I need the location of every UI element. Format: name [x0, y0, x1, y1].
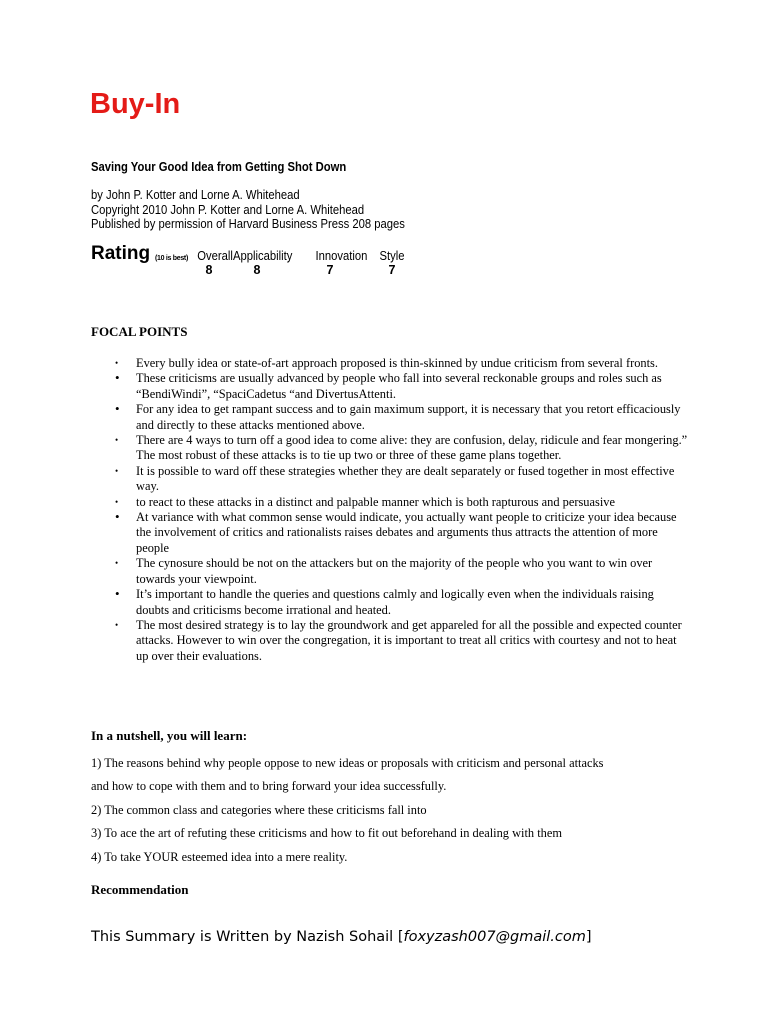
recommendation-heading: Recommendation — [91, 882, 189, 897]
list-item — [90, 433, 690, 464]
nutshell-line: 1) The reasons behind why people oppose to new ideas or proposals with criticism and personal attacks — [91, 756, 604, 770]
focal-points-heading: FOCAL POINTS — [91, 324, 188, 339]
nutshell-heading: In a nutshell, you will learn: — [91, 728, 248, 743]
list-item-text: Every bully idea or state-of-art approach proposed is thin-skinned by undue criticism from several fronts. — [136, 356, 658, 370]
summary-credit — [91, 929, 592, 945]
list-item-text: These criticisms are usually advanced by people who fall into several reckonable groups and roles such as “BendiWindi”, “SpaciCadetus “and DivertusAttenti. — [136, 371, 662, 401]
publication-info — [91, 188, 440, 232]
bullet-icon: • — [115, 619, 119, 630]
credit-text: This Summary is Written by Nazish Sohail [ — [91, 929, 404, 945]
list-item — [90, 587, 690, 618]
bullet-icon: • — [115, 465, 119, 476]
bullet-icon: • — [115, 586, 120, 602]
list-item-text: For any idea to get rampant success and to gain maximum support, it is necessary that you retort efficaciously and directly to these attacks mentioned above. — [136, 402, 681, 432]
document-subtitle: Saving Your Good Idea from Getting Shot Down — [91, 160, 347, 174]
list-item-text: to react to these attacks in a distinct and palpable manner which is both rapturous and persuasive — [136, 494, 615, 509]
copyright-line: Copyright 2010 John P. Kotter and Lorne A. Whitehead — [91, 202, 365, 217]
nutshell-line: 3) To ace the art of refuting these criticisms and how to fit out beforehand in dealing with them — [91, 826, 562, 841]
list-item — [90, 371, 690, 402]
rating-overall — [196, 249, 233, 277]
rating-style — [378, 249, 406, 277]
list-item-text: There are 4 ways to turn off a good idea to come alive: they are confusion, delay, ridicule and fear mongering.” The most robust of these attacks is to tie up two or three of these game plans together. — [136, 433, 688, 463]
rating-category-label: Applicability — [233, 249, 293, 263]
list-item-text: It is possible to ward off these strategies whether they are dealt separately or fused together in most effective way. — [136, 463, 675, 494]
list-item — [90, 618, 690, 664]
bullet-icon: • — [115, 401, 120, 417]
nutshell-line: 2) The common class and categories where these criticisms fall into — [91, 802, 427, 817]
bullet-icon: • — [115, 558, 119, 569]
rating-label: Rating — [91, 243, 151, 264]
rating-category-label: Style — [379, 249, 405, 263]
list-item — [90, 402, 690, 433]
bullet-icon: • — [115, 509, 120, 525]
publisher-line: Published by permission of Harvard Business Press 208 pages — [91, 217, 405, 231]
nutshell-line: 4) To take YOUR esteemed idea into a mere reality. — [91, 849, 348, 864]
bullet-icon: • — [115, 370, 120, 386]
authors-line: by John P. Kotter and Lorne A. Whitehead — [91, 188, 300, 202]
rating-score: 8 — [253, 263, 261, 277]
list-item — [90, 495, 690, 510]
rating-scale-note: (10 is best) — [155, 255, 188, 262]
list-item-text: At variance with what common sense would indicate, you actually want people to criticize your idea because the involvement of critics and rationalists raises debates and arguments thus attracts the attention of more people — [136, 510, 677, 555]
rating-score: 7 — [326, 263, 334, 277]
bullet-icon: • — [115, 496, 119, 507]
list-item — [90, 556, 690, 587]
rating-score: 7 — [388, 263, 396, 277]
list-item — [90, 510, 690, 556]
rating-category-label: Innovation — [315, 249, 368, 263]
focal-points-list — [90, 356, 690, 664]
list-item-text: It’s important to handle the queries and questions calmly and logically even when the individuals raising doubts and criticisms become irrational and heated. — [136, 587, 654, 617]
credit-suffix: ] — [585, 929, 592, 945]
list-item — [90, 464, 690, 495]
rating-innovation — [315, 249, 368, 277]
bullet-icon: • — [115, 358, 119, 368]
nutshell-line: and how to cope with them and to bring forward your idea successfully. — [91, 779, 447, 794]
bullet-icon: • — [115, 435, 119, 446]
list-item-text: The cynosure should be not on the attackers but on the majority of the people who you want to win over towards your viewpoint. — [136, 556, 653, 586]
document-title: Buy-In — [90, 88, 181, 120]
list-item-text: The most desired strategy is to lay the groundwork and get appareled for all the possible and expected counter attacks. However to win over the congregation, it is important to treat all critics with courtesy and not to heat up over their evaluations. — [136, 617, 682, 663]
rating-category-label: Overall — [197, 249, 233, 263]
rating-applicability — [233, 249, 293, 277]
author-email: foxyzash007@gmail.com — [403, 929, 586, 945]
nutshell-list — [91, 752, 711, 869]
rating-score: 8 — [205, 263, 213, 277]
list-item — [90, 356, 690, 371]
